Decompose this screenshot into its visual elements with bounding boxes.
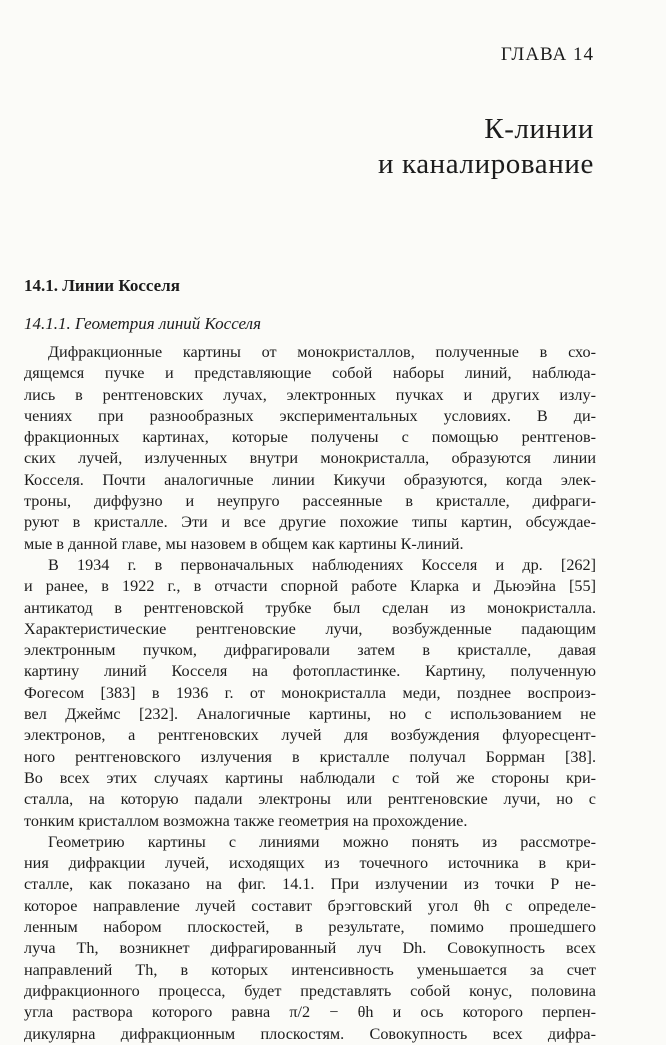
body-line: сталле, как показано на фиг. 14.1. При излучении из точки P не-	[24, 875, 596, 894]
body-line: тонким кристаллом возможна также геометрия на прохождение.	[24, 811, 468, 830]
chapter-title-line-2: и каналирование	[377, 148, 594, 180]
body-line: троны, диффузно и неупруго рассеянные в кристалле, дифраги-	[24, 492, 596, 511]
body-line: В 1934 г. в первоначальных наблюдениях Косселя и др. [262]	[48, 555, 596, 574]
chapter-title	[378, 112, 594, 182]
chapter-title-line-1: К-линии	[484, 113, 594, 145]
body-line: ния дифракции лучей, исходящих из точечного источника в кри-	[24, 854, 596, 873]
body-line: электронным пучком, дифрагировали затем в кристалле, давая	[24, 641, 596, 660]
body-line: Фогесом [383] в 1936 г. от монокристалла меди, позднее воспроиз-	[24, 683, 596, 702]
section-heading: 14.1. Линии Косселя	[24, 276, 180, 295]
body-line: Дифракционные картины от монокристаллов, полученные в схо-	[48, 343, 596, 361]
body-line: лись в рентгеновских лучах, электронных пучках и других излу-	[24, 385, 596, 404]
body-line: сталла, на которую падали электроны или рентгеновские лучи, но с	[24, 790, 596, 809]
body-line: ленным набором плоскостей, в результате, помимо прошедшего	[24, 918, 596, 937]
body-line: которое направление лучей составит брэгговский угол θh с определе-	[24, 896, 596, 915]
body-line: и ранее, в 1922 г., в отчасти спорной работе Кларка и Дьюэйна [55]	[24, 577, 596, 596]
body-text	[24, 342, 596, 1045]
body-line: направлений Th, в которых интенсивность уменьшается за счет	[24, 960, 596, 979]
body-line: угла раствора которого равна π/2 − θh и ось которого перпен-	[24, 1003, 596, 1022]
subsection-heading: 14.1.1. Геометрия линий Косселя	[24, 314, 261, 333]
body-line: дящемся пучке и представляющие собой наборы линий, наблюда-	[24, 364, 596, 383]
chapter-label: ГЛАВА 14	[500, 44, 594, 65]
body-line: луча Th, возникнет дифрагированный луч Dh. Совокупность всех	[24, 939, 596, 958]
body-line: руют в кристалле. Эти и все другие похожие типы картин, обсуждае-	[24, 513, 596, 532]
body-line: фракционных картинах, которые получены с помощью рентгенов-	[24, 428, 596, 447]
body-line: Во всех этих случаях картины наблюдали с той же стороны кри-	[24, 768, 596, 787]
body-line: вел Джеймс [232]. Аналогичные картины, но с использованием не	[24, 705, 596, 724]
body-line: дикулярна дифракционным плоскостям. Совокупность всех дифра-	[24, 1024, 596, 1043]
body-line: электронов, а рентгеновских лучей для возбуждения флуоресцент-	[24, 726, 596, 745]
body-line: дифракционного процесса, будет представлять собой конус, половина	[24, 981, 596, 1000]
body-line: Характеристические рентгеновские лучи, возбужденные падающим	[24, 619, 596, 638]
body-line: Косселя. Почти аналогичные линии Кикучи образуются, когда элек-	[24, 470, 596, 489]
body-line: ного рентгеновского излучения в кристалле получал Боррман [38].	[24, 747, 596, 766]
body-line: мые в данной главе, мы назовем в общем как картины К-линий.	[24, 534, 464, 553]
body-line: картину линий Косселя на фотопластинке. Картину, полученную	[24, 662, 596, 681]
body-line: чениях при разнообразных экспериментальных условиях. В ди-	[24, 406, 596, 425]
body-line: ских лучей, излученных внутри монокристалла, образуются линии	[24, 449, 596, 468]
body-line: антикатод в рентгеновской трубке был сделан из монокристалла.	[24, 598, 596, 617]
body-line: Геометрию картины с линиями можно понять из рассмотре-	[48, 832, 596, 851]
